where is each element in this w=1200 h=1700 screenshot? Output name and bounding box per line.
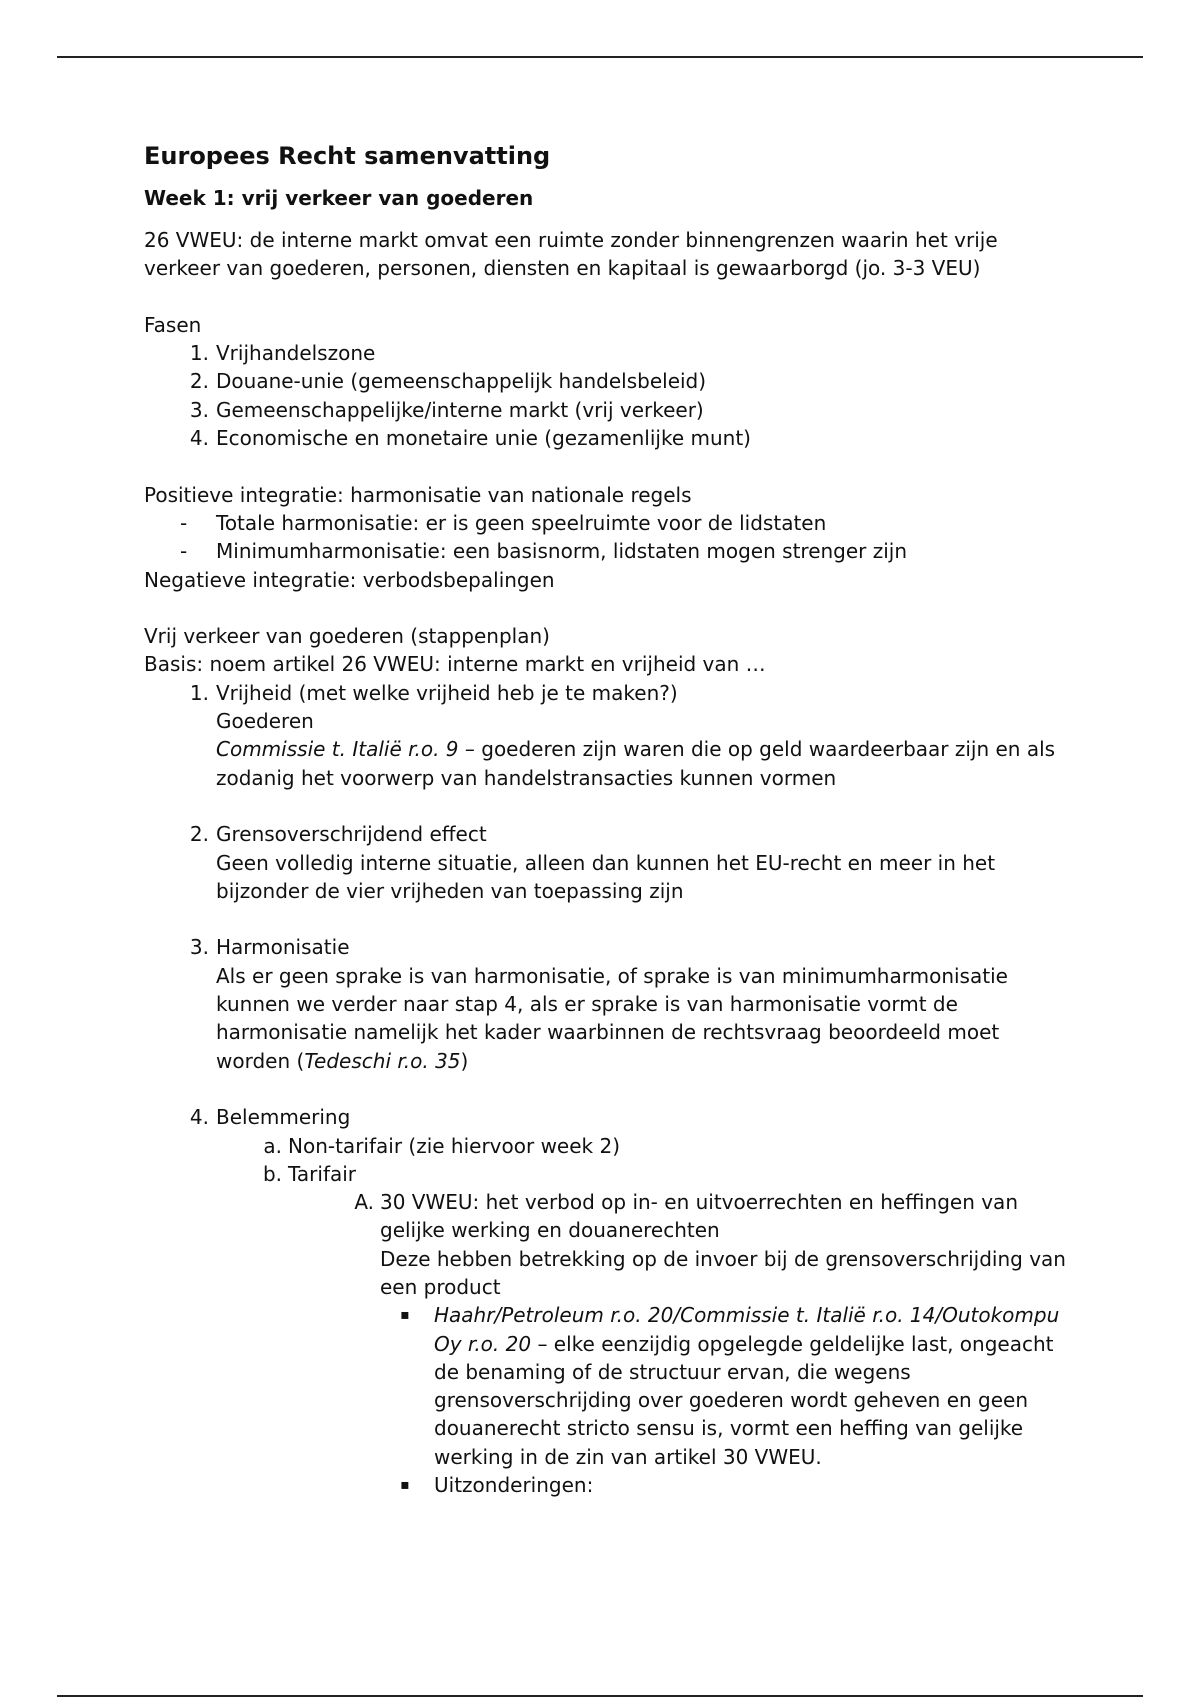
- step-4-title: Belemmering: [216, 1105, 351, 1130]
- list-item: A. 30 VWEU: het verbod op in- en uitvoerrechten en heffingen van gelijke werking en douanerechten Deze hebben betrekking op de invoer bij de grensoverschrijding van een product: [354, 1190, 1066, 1299]
- list-item: ▪ Uitzonderingen:: [144, 1471, 1074, 1499]
- footer-rule: [57, 1695, 1143, 1697]
- list-item: 2. Douane-unie (gemeenschappelijk handelsbeleid): [189, 369, 707, 394]
- step-4: 4. Belemmering: [144, 1103, 1074, 1131]
- list-item: ▪ Haahr/Petroleum r.o. 20/Commissie t. Italië r.o. 14/Outokompu Oy r.o. 20 – elke eenzijdig opgelegde geldelijke last, ongeacht de benaming of de structuur ervan, die wegens grensoverschrijding over goederen wordt geheven en geen douanerecht stricto sensu is, vormt een heffing van gelijke werking in de zin van artikel 30 VWEU.: [144, 1301, 1074, 1471]
- step-1-text: Commissie t. Italië r.o. 9 – goederen zijn waren die op geld waardeerbaar zijn en als zodanig het voorwerp van handelstransacties kunnen vormen: [216, 737, 1056, 790]
- bullet-icon: ▪: [400, 1477, 410, 1494]
- bullet-icon: ▪: [400, 1307, 410, 1324]
- list-item: b. Tarifair: [262, 1161, 357, 1186]
- list-item: - Minimumharmonisatie: een basisnorm, lidstaten mogen strenger zijn: [180, 539, 908, 564]
- list-item: a. Non-tarifair (zie hiervoor week 2): [263, 1133, 621, 1158]
- fasen-heading: Fasen: [144, 312, 202, 337]
- week-heading: Week 1: vrij verkeer van goederen: [144, 186, 534, 210]
- step-1: 1. Vrijheid (met welke vrijheid heb je te maken?) Goederen Commissie t. Italië r.o. 9 – goederen zijn waren die op geld waardeerbaar zijn en als zodanig het voorwerp van handelstransacties kunnen vormen: [144, 679, 1074, 792]
- stappenplan-heading: Vrij verkeer van goederen (stappenplan): [144, 624, 550, 649]
- header-rule: [57, 56, 1143, 58]
- step-2-text: Geen volledig interne situatie, alleen dan kunnen het EU-recht en meer in het bijzonder de vier vrijheden van toepassing zijn: [216, 850, 996, 903]
- step-2: 2. Grensoverschrijdend effect Geen volledig interne situatie, alleen dan kunnen het EU-recht en meer in het bijzonder de vier vrijheden van toepassing zijn: [144, 820, 1074, 905]
- list-item: 4. Economische en monetaire unie (gezamenlijke munt): [189, 426, 751, 451]
- document-title: Europees Recht samenvatting: [144, 142, 551, 170]
- step-3-title: Harmonisatie: [216, 935, 350, 960]
- intro-paragraph: 26 VWEU: de interne markt omvat een ruimte zonder binnengrenzen waarin het vrije verkeer van goederen, personen, diensten en kapitaal is gewaarborgd (jo. 3-3 VEU): [144, 228, 998, 281]
- step-3-text: Als er geen sprake is van harmonisatie, of sprake is van minimumharmonisatie kunnen we verder naar stap 4, als er sprake is van harmonisatie vormt de harmonisatie namelijk het kader waarbinnen de rechtsvraag beoordeeld moet worden (Tedeschi r.o. 35): [216, 963, 1008, 1073]
- step-3: 3. Harmonisatie Als er geen sprake is van harmonisatie, of sprake is van minimumharmonisatie kunnen we verder naar stap 4, als er sprake is van harmonisatie vormt de harmonisatie namelijk het kader waarbinnen de rechtsvraag beoordeeld moet worden (Tedeschi r.o. 35): [144, 933, 1074, 1074]
- step-1-title: Vrijheid (met welke vrijheid heb je te maken?): [216, 680, 678, 705]
- list-item: 3. Gemeenschappelijke/interne markt (vrij verkeer): [189, 397, 704, 422]
- case-citation: Commissie t. Italië r.o. 9: [216, 737, 459, 762]
- step-2-title: Grensoverschrijdend effect: [216, 822, 487, 847]
- stappenplan-basis: Basis: noem artikel 26 VWEU: interne markt en vrijheid van …: [144, 652, 766, 677]
- list-item: 1. Vrijhandelszone: [189, 341, 376, 366]
- positive-integration: Positieve integratie: harmonisatie van nationale regels: [144, 482, 692, 507]
- step-1-sub: Goederen: [216, 709, 314, 734]
- case-citation: Tedeschi r.o. 35: [304, 1048, 461, 1073]
- case-citation: Haahr/Petroleum r.o. 20/Commissie t. Italië r.o. 14/Outokompu Oy r.o. 20: [434, 1303, 1060, 1356]
- document-body: [144, 138, 1074, 1499]
- list-item: - Totale harmonisatie: er is geen speelruimte voor de lidstaten: [180, 510, 827, 535]
- negative-integration: Negatieve integratie: verbodsbepalingen: [144, 567, 555, 592]
